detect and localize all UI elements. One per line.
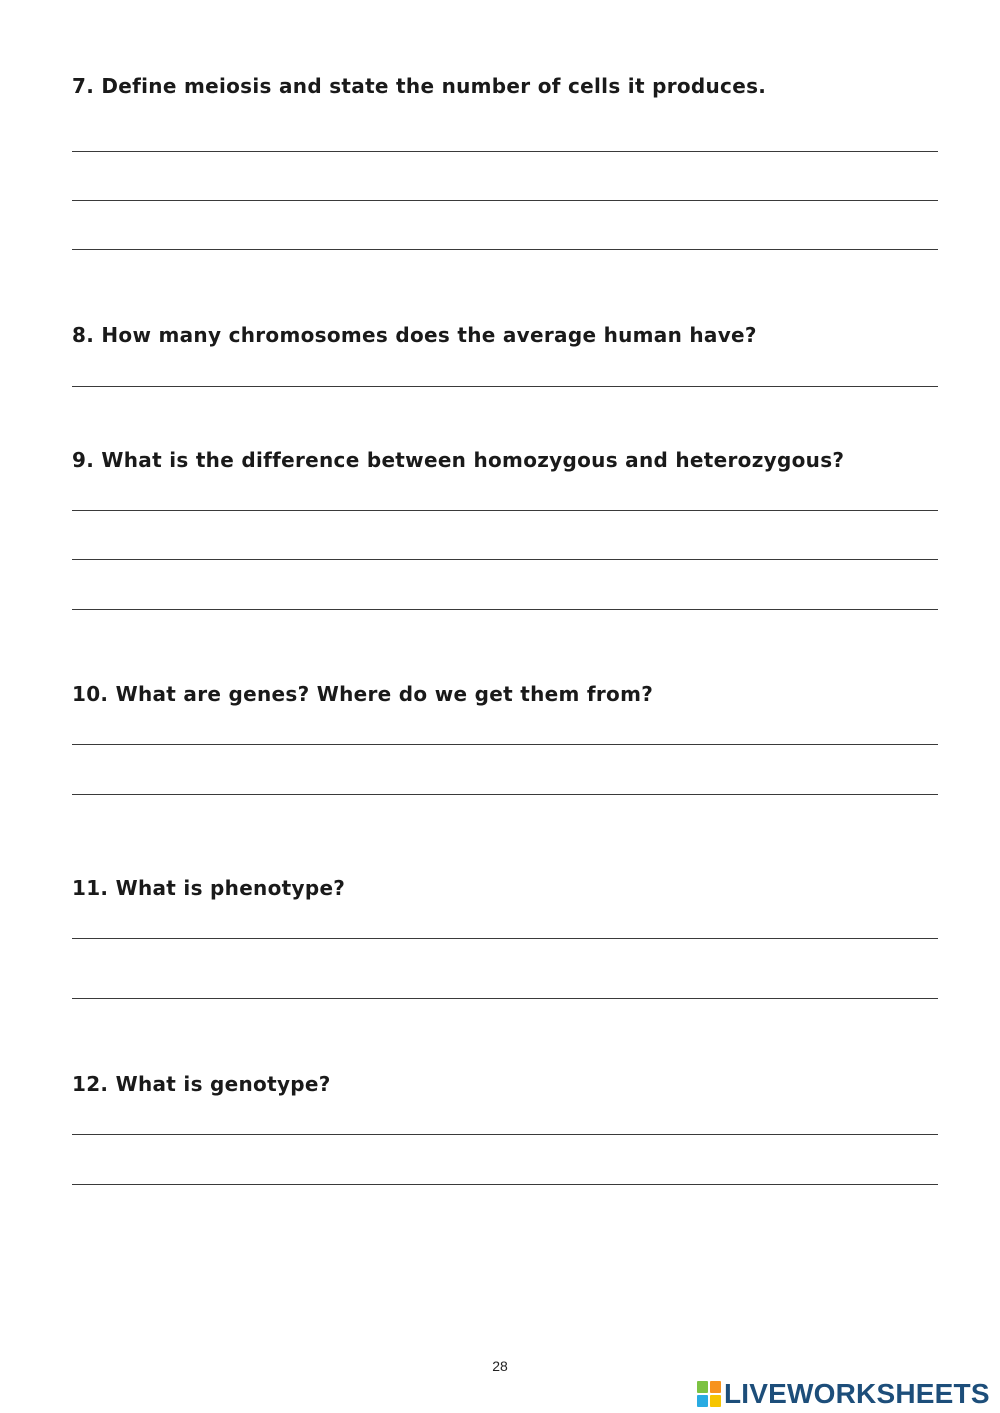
question-9: 9. What is the difference between homozygous and heterozygous?	[72, 448, 845, 472]
question-8: 8. How many chromosomes does the average human have?	[72, 323, 757, 347]
logo-tile	[697, 1381, 708, 1393]
answer-line[interactable]	[72, 794, 938, 795]
answer-line[interactable]	[72, 559, 938, 560]
question-12: 12. What is genotype?	[72, 1072, 331, 1096]
answer-line[interactable]	[72, 998, 938, 999]
liveworksheets-logo-icon	[697, 1381, 721, 1407]
answer-line[interactable]	[72, 386, 938, 387]
logo-tile	[710, 1395, 721, 1407]
answer-line[interactable]	[72, 1184, 938, 1185]
brand-name: LIVEWORKSHEETS	[724, 1378, 990, 1409]
answer-line[interactable]	[72, 249, 938, 250]
answer-line[interactable]	[72, 151, 938, 152]
answer-line[interactable]	[72, 1134, 938, 1135]
page-number: 28	[492, 1358, 508, 1374]
answer-line[interactable]	[72, 938, 938, 939]
liveworksheets-brand[interactable]	[697, 1377, 990, 1411]
question-10: 10. What are genes? Where do we get them from?	[72, 682, 654, 706]
answer-line[interactable]	[72, 510, 938, 511]
answer-line[interactable]	[72, 609, 938, 610]
logo-tile	[710, 1381, 721, 1393]
question-11: 11. What is phenotype?	[72, 876, 346, 900]
answer-line[interactable]	[72, 744, 938, 745]
question-7: 7. Define meiosis and state the number of cells it produces.	[72, 74, 767, 98]
answer-line[interactable]	[72, 200, 938, 201]
logo-tile	[697, 1395, 708, 1407]
